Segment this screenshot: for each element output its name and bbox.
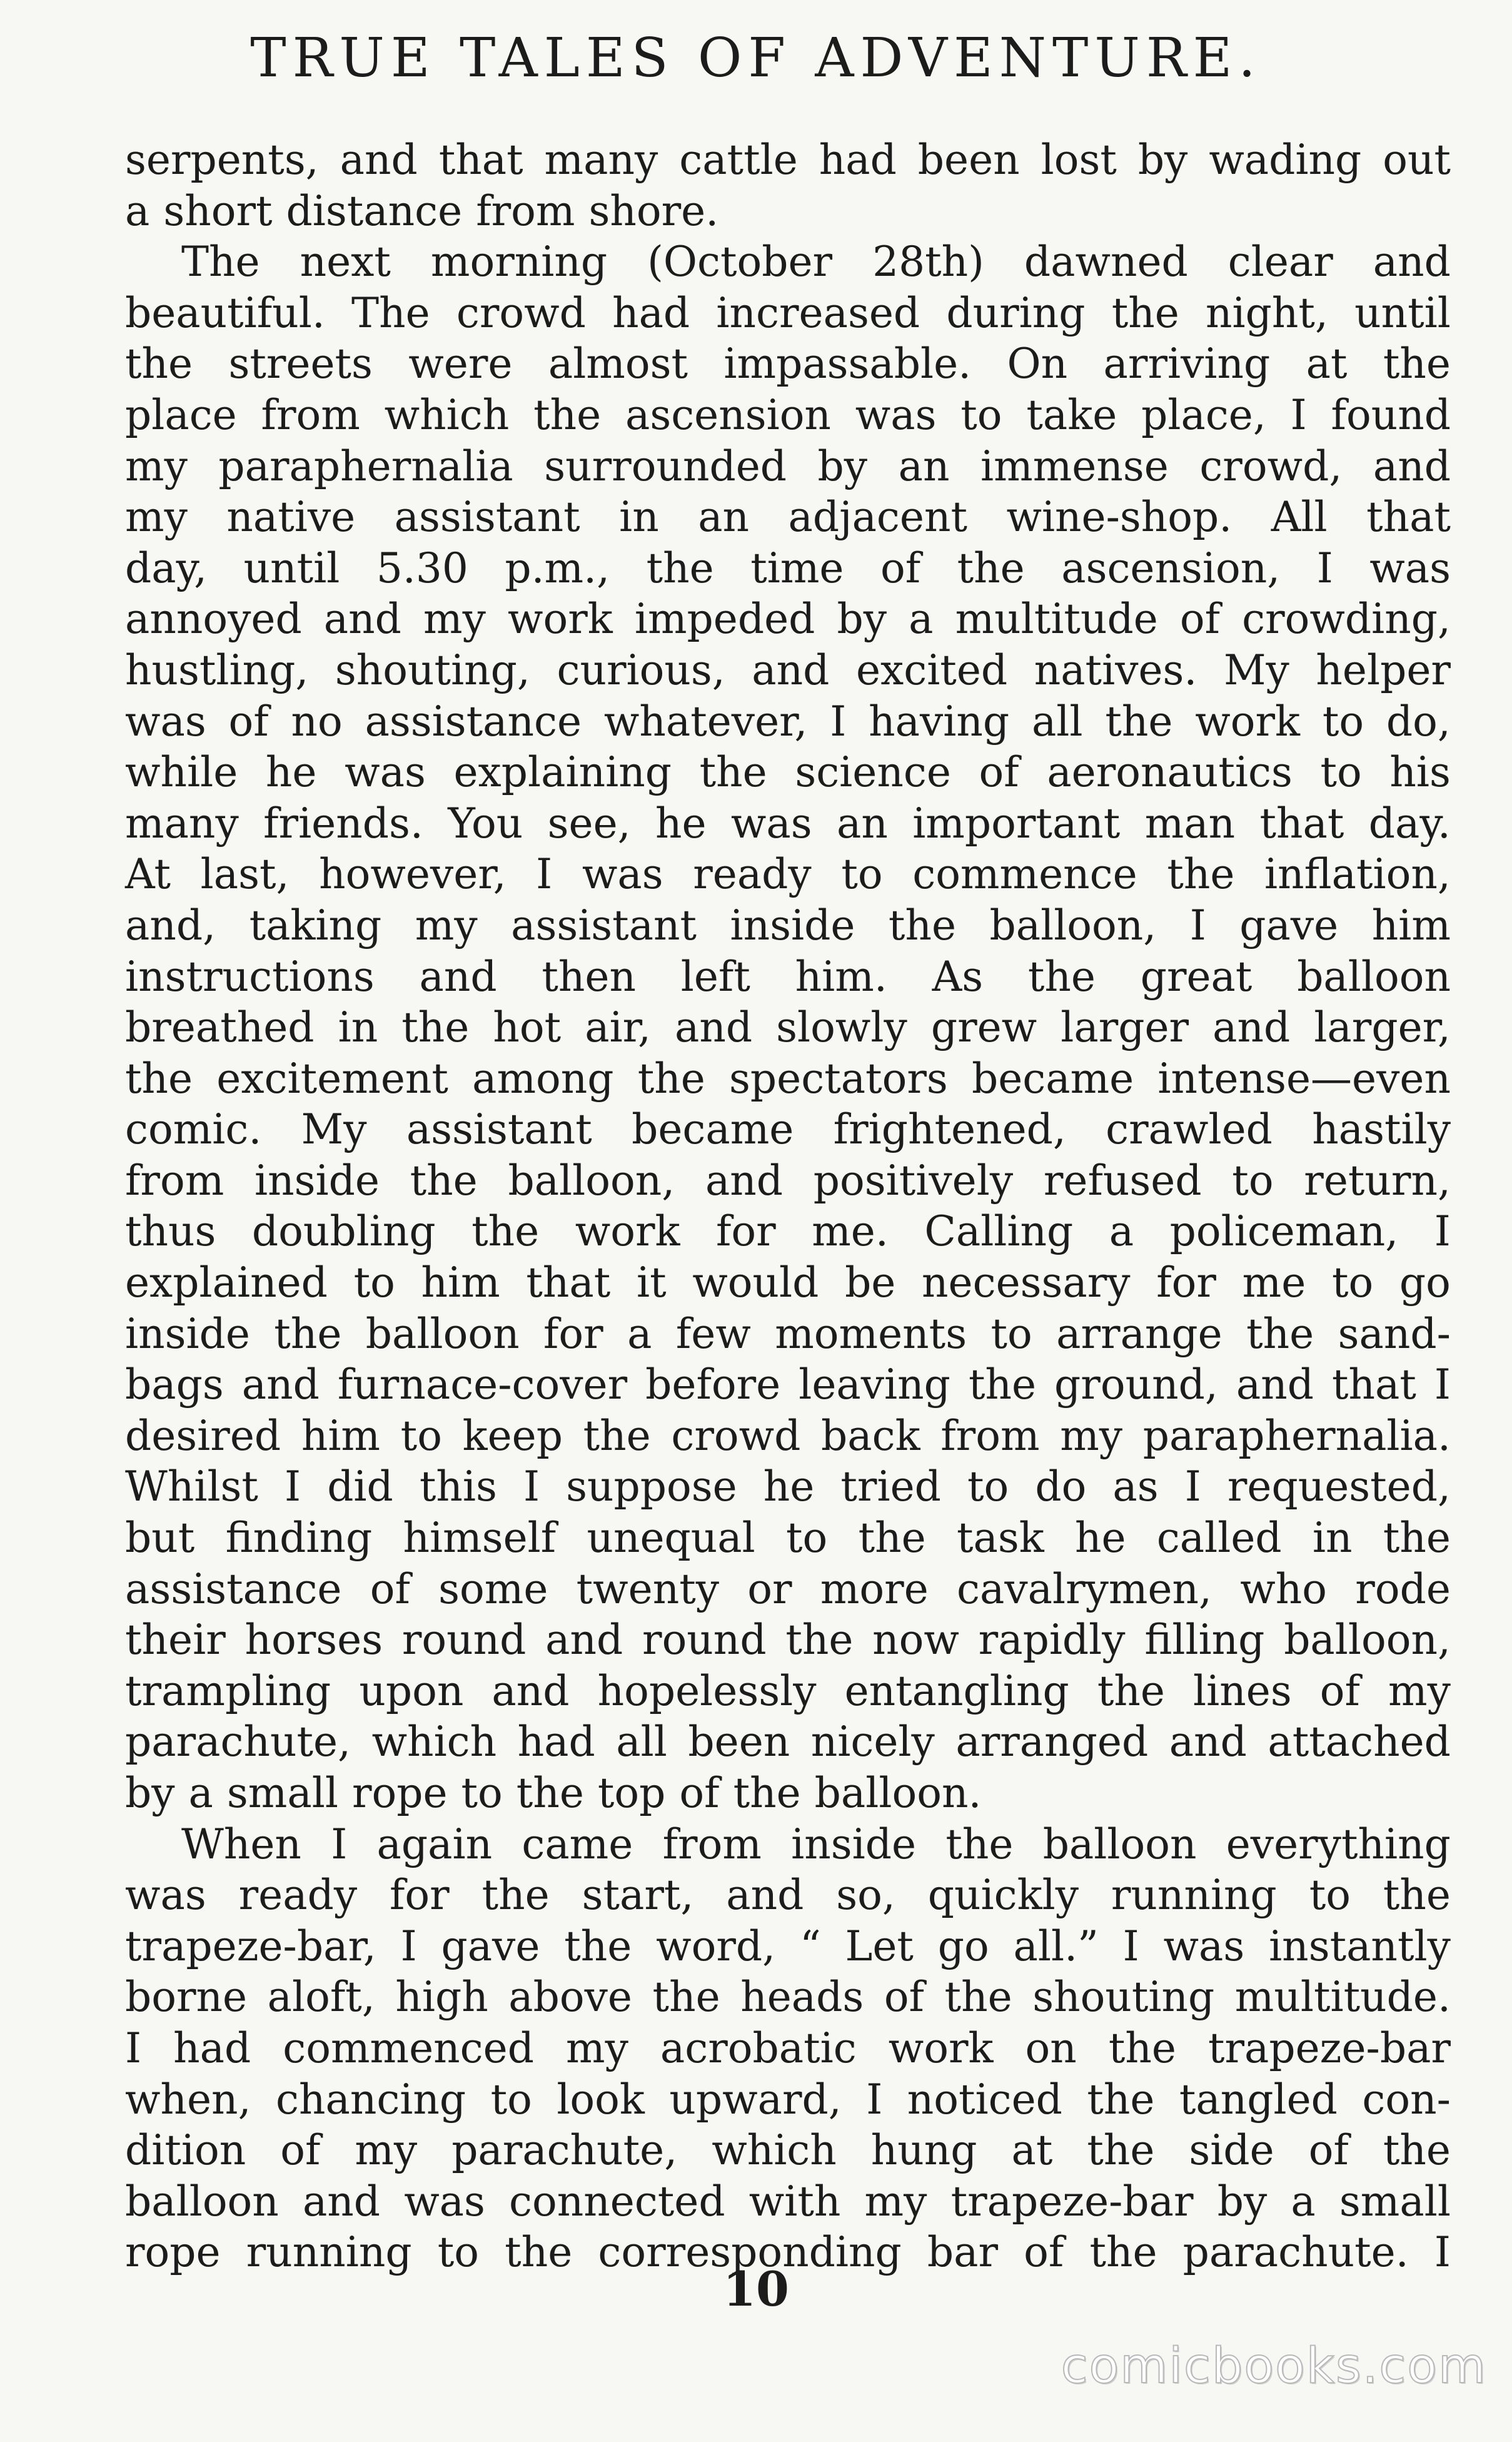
body-line: day, until 5.30 p.m., the time of the ascension, I was: [125, 544, 1451, 592]
body-line: place from which the ascension was to take place, I found: [125, 390, 1451, 439]
page-title: TRUE TALES OF ADVENTURE.: [250, 27, 1262, 89]
body-line: beautiful. The crowd had increased during the night, until: [125, 288, 1451, 337]
body-line: when, chancing to look upward, I noticed the tangled con-: [125, 2075, 1451, 2124]
body-line: thus doubling the work for me. Calling a policeman, I: [125, 1207, 1451, 1256]
body-line: hustling, shouting, curious, and excited natives. My helper: [125, 646, 1451, 694]
body-line: bags and furnace-cover before leaving the ground, and that I: [125, 1360, 1451, 1409]
body-line: I had commenced my acrobatic work on the trapeze-bar: [125, 2024, 1451, 2072]
body-line: Whilst I did this I suppose he tried to do as I requested,: [125, 1462, 1451, 1511]
body-line: was ready for the start, and so, quickly running to the: [125, 1871, 1451, 1920]
body-line: explained to him that it would be necessary for me to go: [125, 1259, 1451, 1307]
body-line: inside the balloon for a few moments to arrange the sand-: [125, 1309, 1451, 1358]
body-line: assistance of some twenty or more cavalrymen, who rode: [125, 1564, 1451, 1613]
body-line: serpents, and that many cattle had been lost by wading out: [125, 136, 1451, 184]
body-line: rope running to the corresponding bar of the parachute. I: [125, 2228, 1451, 2277]
body-line: the excitement among the spectators became intense—even: [125, 1054, 1451, 1103]
body-line: my paraphernalia surrounded by an immense crowd, and: [125, 442, 1451, 490]
body-line: dition of my parachute, which hung at the side of the: [125, 2126, 1451, 2175]
body-line: At last, however, I was ready to commence the inflation,: [125, 850, 1451, 899]
body-line: the streets were almost impassable. On arriving at the: [125, 340, 1451, 388]
body-line: trapeze-bar, I gave the word, “ Let go all.” I was instantly: [125, 1922, 1451, 1970]
body-line: while he was explaining the science of aeronautics to his: [125, 748, 1451, 797]
body-line: a short distance from shore.: [125, 186, 719, 235]
body-line: instructions and then left him. As the great balloon: [125, 952, 1451, 1001]
body-line: my native assistant in an adjacent wine-shop. All that: [125, 493, 1451, 542]
body-line: comic. My assistant became frightened, crawled hastily: [125, 1105, 1451, 1154]
body-line: many friends. You see, he was an important man that day.: [125, 799, 1451, 848]
body-line: but finding himself unequal to the task he called in the: [125, 1514, 1451, 1563]
watermark: comicbooks.com: [1061, 2338, 1487, 2394]
body-line: trampling upon and hopelessly entangling the lines of my: [125, 1666, 1451, 1715]
body-line: by a small rope to the top of the balloon.: [125, 1769, 982, 1817]
body-line: from inside the balloon, and positively refused to return,: [125, 1156, 1451, 1205]
body-line: desired him to keep the crowd back from my paraphernalia.: [125, 1411, 1451, 1460]
body-line: balloon and was connected with my trapeze-bar by a small: [125, 2177, 1451, 2226]
page-number: 10: [723, 2261, 789, 2317]
body-line: was of no assistance whatever, I having all the work to do,: [125, 697, 1451, 746]
body-line: When I again came from inside the balloon everything: [181, 1820, 1451, 1868]
body-text: [125, 134, 1451, 2278]
body-line: The next morning (October 28th) dawned clear and: [181, 238, 1451, 286]
body-line: their horses round and round the now rapidly filling balloon,: [125, 1616, 1451, 1664]
body-line: borne aloft, high above the heads of the shouting multitude.: [125, 1973, 1451, 2022]
body-line: and, taking my assistant inside the balloon, I gave him: [125, 901, 1451, 950]
body-line: parachute, which had all been nicely arranged and attached: [125, 1718, 1451, 1766]
body-line: annoyed and my work impeded by a multitude of crowding,: [125, 595, 1451, 644]
body-line: breathed in the hot air, and slowly grew larger and larger,: [125, 1003, 1451, 1052]
